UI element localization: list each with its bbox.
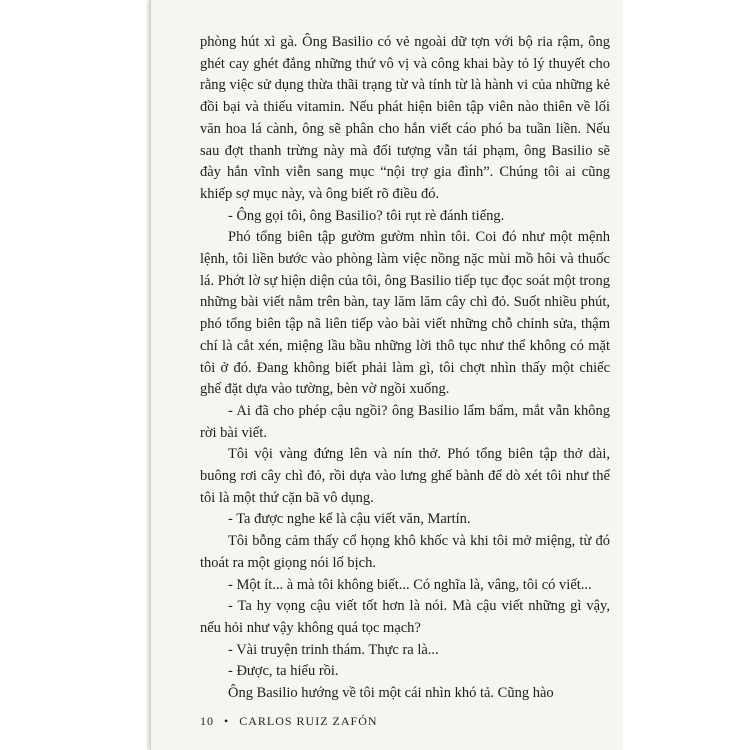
- paragraph: Ông Basilio hướng về tôi một cái nhìn khó tả. Cũng hào: [228, 685, 554, 702]
- paragraph: - Ta được nghe kể là cậu viết văn, Martín.: [228, 511, 471, 528]
- page-number: 10: [200, 714, 214, 728]
- paragraph: Tôi vội vàng đứng lên và nín thở. Phó tổng biên tập thở dài, buông rơi cây chì đỏ, rồi dựa vào lưng ghế bành để dò xét tôi như thể tôi là một thứ cặn bã vô dụng.: [200, 446, 610, 506]
- paragraph: - Một ít... à mà tôi không biết... Có nghĩa là, vâng, tôi có viết...: [228, 576, 592, 593]
- footer-author: CARLOS RUIZ ZAFÓN: [239, 714, 378, 728]
- paragraph: - Ông gọi tôi, ông Basilio? tôi rụt rè đánh tiếng.: [228, 207, 505, 224]
- paragraph: phòng hút xì gà. Ông Basilio có vẻ ngoài dữ tợn với bộ ria rậm, ông ghét cay ghét đắng những thứ vô vị và công khai bày tỏ lý thuyết cho rằng việc sử dụng thừa thãi trạng từ và tính từ là hành vi của những kẻ đồi bại và thiếu vitamin. Nếu phát hiện biên tập viên nào thiên về lối văn hoa lá cành, ông sẽ phân cho hắn viết cáo phó ba tuần liền. Nếu sau đợt thanh trừng này mà đối tượng vẫn tái phạm, ông Basilio sẽ đày hắn vĩnh viễn sang mục “nội trợ gia đình”. Chúng tôi ai cũng khiếp sợ mục này, và ông biết rõ điều đó.: [200, 34, 610, 202]
- paragraph: - Ai đã cho phép cậu ngồi? ông Basilio lẩm bẩm, mắt vẫn không rời bài viết.: [200, 402, 610, 441]
- footer-separator: •: [224, 714, 230, 728]
- paragraph: - Vài truyện trinh thám. Thực ra là...: [228, 641, 439, 658]
- paragraph: Tôi bỗng cảm thấy cổ họng khô khốc và khi tôi mở miệng, từ đó thoát ra một giọng nói lố bịch.: [200, 533, 610, 571]
- paragraph: - Ta hy vọng cậu viết tốt hơn là nói. Mà cậu viết những gì vậy, nếu hỏi như vậy không quá tọc mạch?: [200, 598, 610, 636]
- page-footer: [200, 714, 378, 729]
- paragraph: - Được, ta hiểu rồi.: [228, 663, 339, 680]
- paragraph: Phó tổng biên tập gườm gườm nhìn tôi. Coi đó như một mệnh lệnh, tôi liền bước vào phòng làm việc nồng nặc mùi mồ hôi và thuốc lá. Phớt lờ sự hiện diện của tôi, ông Basilio tiếp tục đọc soát một trong những bài viết nằm trên bàn, tay lăm lăm cây chì đỏ. Suốt nhiều phút, phó tổng biên tập nã liên tiếp vào bài viết những chỗ chỉnh sửa, thậm chí là cắt xén, miệng lầu bầu những lời thô tục như thể không có mặt tôi ở đó. Đang không biết phải làm gì, tôi chợt nhìn thấy một chiếc ghế đặt dựa vào tường, bèn vờ ngồi xuống.: [200, 229, 610, 398]
- body-text: [200, 32, 610, 705]
